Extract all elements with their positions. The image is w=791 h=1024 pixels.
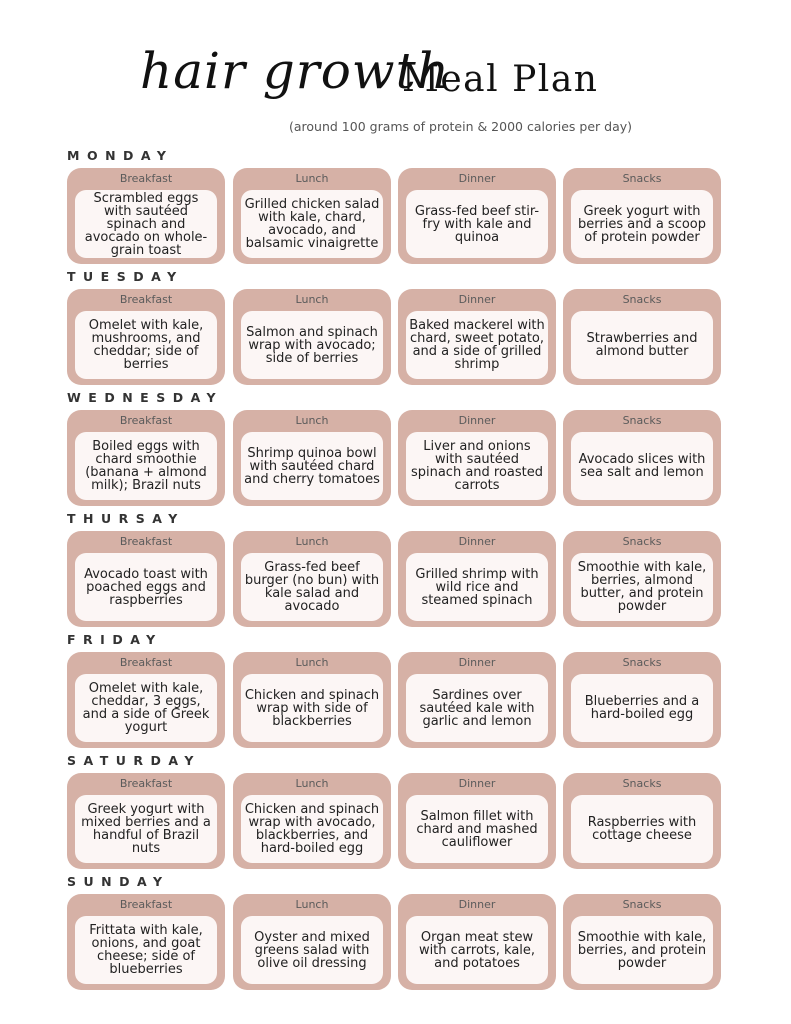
meal-description: Greek yogurt with mixed berries and a handful of Brazil nuts (81, 802, 211, 856)
meal-description-box (75, 553, 217, 621)
meal-type-label: Dinner (458, 414, 496, 427)
meal-card-saturday-dinner (398, 773, 556, 869)
meal-description: Oyster and mixed greens salad with olive oil dressing (254, 929, 370, 971)
meal-description-box (241, 553, 383, 621)
meal-card-monday-lunch (233, 168, 391, 264)
day-label-wednesday: WEDNESDAY (67, 390, 224, 405)
meal-description-box (406, 432, 548, 500)
meal-card-sunday-lunch (233, 894, 391, 990)
meal-description-box (75, 432, 217, 500)
meal-type-label: Breakfast (119, 535, 173, 548)
meal-description: Strawberries and almond butter (586, 331, 698, 359)
meal-card-monday-breakfast (67, 168, 225, 264)
meal-description-box (241, 674, 383, 742)
meal-description: Avocado slices with sea salt and lemon (578, 452, 706, 480)
meal-type-label: Lunch (295, 535, 329, 548)
meal-card-sunday-snacks (563, 894, 721, 990)
meal-card-wednesday-lunch (233, 410, 391, 506)
meal-description: Omelet with kale, cheddar, 3 eggs, and a side of Greek yogurt (82, 681, 210, 735)
meal-type-label: Breakfast (119, 898, 173, 911)
meal-card-wednesday-dinner (398, 410, 556, 506)
meal-card-friday-lunch (233, 652, 391, 748)
day-label-friday: FRIDAY (67, 632, 163, 647)
meal-description: Organ meat stew with carrots, kale, and potatoes (418, 929, 536, 971)
meal-description-box (571, 674, 713, 742)
day-label-sunday: SUNDAY (67, 874, 170, 889)
meal-description-box (406, 190, 548, 258)
meal-description: Smoothie with kale, berries, and protein powder (577, 929, 707, 971)
meal-description-box (406, 311, 548, 379)
meal-type-label: Snacks (622, 656, 662, 669)
meal-type-label: Snacks (622, 535, 662, 548)
meal-description-box (571, 916, 713, 984)
meal-description-box (241, 311, 383, 379)
meal-type-label: Dinner (458, 777, 496, 790)
meal-description-box (75, 916, 217, 984)
meal-card-thursay-snacks (563, 531, 721, 627)
meal-card-wednesday-snacks (563, 410, 721, 506)
meal-card-thursay-breakfast (67, 531, 225, 627)
meal-description: Smoothie with kale, berries, almond butter, and protein powder (577, 560, 707, 614)
meal-type-label: Dinner (458, 898, 496, 911)
meal-type-label: Snacks (622, 293, 662, 306)
meal-card-friday-dinner (398, 652, 556, 748)
meal-card-thursay-lunch (233, 531, 391, 627)
page-subtitle: (around 100 grams of protein & 2000 calories per day) (289, 119, 633, 134)
meal-card-friday-snacks (563, 652, 721, 748)
meal-description: Grass-fed beef stir-fry with kale and quinoa (414, 203, 540, 245)
meal-card-tuesday-breakfast (67, 289, 225, 385)
meal-description: Baked mackerel with chard, sweet potato, and a side of grilled shrimp (409, 318, 545, 372)
day-label-thursay: THURSAY (67, 511, 185, 526)
meal-description-box (571, 432, 713, 500)
meal-type-label: Breakfast (119, 656, 173, 669)
meal-description-box (406, 916, 548, 984)
meal-card-sunday-dinner (398, 894, 556, 990)
meal-description: Scrambled eggs with sautéed spinach and avocado on whole-grain toast (84, 190, 208, 258)
day-label-saturday: SATURDAY (67, 753, 201, 768)
meal-description-box (75, 190, 217, 258)
meal-description: Boiled eggs with chard smoothie (banana + almond milk); Brazil nuts (85, 439, 207, 493)
meal-description: Grilled chicken salad with kale, chard, avocado, and balsamic vinaigrette (244, 197, 380, 251)
meal-type-label: Dinner (458, 535, 496, 548)
meal-type-label: Breakfast (119, 172, 173, 185)
meal-description: Chicken and spinach wrap with avocado, blackberries, and hard-boiled egg (244, 802, 380, 856)
meal-description-box (75, 795, 217, 863)
meal-description-box (406, 674, 548, 742)
meal-description: Omelet with kale, mushrooms, and cheddar; side of berries (88, 318, 204, 372)
meal-description-box (241, 190, 383, 258)
meal-description: Sardines over sautéed kale with garlic and lemon (419, 687, 535, 729)
meal-type-label: Dinner (458, 656, 496, 669)
meal-type-label: Lunch (295, 293, 329, 306)
meal-description: Chicken and spinach wrap with side of blackberries (244, 687, 380, 729)
meal-description: Frittata with kale, onions, and goat cheese; side of blueberries (89, 923, 203, 977)
meal-type-label: Dinner (458, 293, 496, 306)
meal-description: Shrimp quinoa bowl with sautéed chard and cherry tomatoes (244, 445, 380, 487)
meal-type-label: Lunch (295, 172, 329, 185)
meal-description-box (571, 190, 713, 258)
meal-type-label: Lunch (295, 414, 329, 427)
meal-type-label: Snacks (622, 898, 662, 911)
meal-card-tuesday-dinner (398, 289, 556, 385)
meal-type-label: Breakfast (119, 414, 173, 427)
meal-card-friday-breakfast (67, 652, 225, 748)
meal-type-label: Lunch (295, 777, 329, 790)
meal-description: Greek yogurt with berries and a scoop of protein powder (578, 203, 706, 245)
meal-card-tuesday-snacks (563, 289, 721, 385)
meal-description: Salmon and spinach wrap with avocado; side of berries (246, 324, 378, 366)
meal-description-box (571, 795, 713, 863)
meal-card-saturday-lunch (233, 773, 391, 869)
meal-type-label: Dinner (458, 172, 496, 185)
meal-type-label: Breakfast (119, 293, 173, 306)
meal-card-monday-snacks (563, 168, 721, 264)
meal-card-monday-dinner (398, 168, 556, 264)
meal-description: Liver and onions with sautéed spinach and roasted carrots (410, 439, 544, 493)
meal-card-wednesday-breakfast (67, 410, 225, 506)
day-label-monday: MONDAY (67, 148, 174, 163)
meal-type-label: Breakfast (119, 777, 173, 790)
meal-card-thursay-dinner (398, 531, 556, 627)
meal-description-box (241, 916, 383, 984)
meal-description-box (571, 553, 713, 621)
day-label-tuesday: TUESDAY (67, 269, 184, 284)
meal-description: Grass-fed beef burger (no bun) with kale salad and avocado (244, 560, 380, 614)
meal-type-label: Lunch (295, 898, 329, 911)
meal-card-tuesday-lunch (233, 289, 391, 385)
title-script: hair growth (140, 42, 450, 100)
meal-description-box (75, 674, 217, 742)
meal-description-box (406, 553, 548, 621)
meal-description-box (75, 311, 217, 379)
meal-description: Avocado toast with poached eggs and raspberries (84, 566, 208, 608)
meal-card-sunday-breakfast (67, 894, 225, 990)
meal-type-label: Snacks (622, 414, 662, 427)
meal-type-label: Lunch (295, 656, 329, 669)
meal-type-label: Snacks (622, 777, 662, 790)
meal-description-box (406, 795, 548, 863)
meal-card-saturday-breakfast (67, 773, 225, 869)
meal-description: Grilled shrimp with wild rice and steamed spinach (415, 566, 539, 608)
meal-description: Salmon fillet with chard and mashed cauliflower (416, 808, 538, 850)
meal-description-box (241, 795, 383, 863)
meal-description: Blueberries and a hard-boiled egg (584, 694, 700, 722)
meal-description: Raspberries with cottage cheese (587, 815, 697, 843)
meal-card-saturday-snacks (563, 773, 721, 869)
page-header (0, 0, 791, 150)
meal-type-label: Snacks (622, 172, 662, 185)
meal-description-box (571, 311, 713, 379)
meal-description-box (241, 432, 383, 500)
page-title: Meal Plan (402, 59, 599, 100)
